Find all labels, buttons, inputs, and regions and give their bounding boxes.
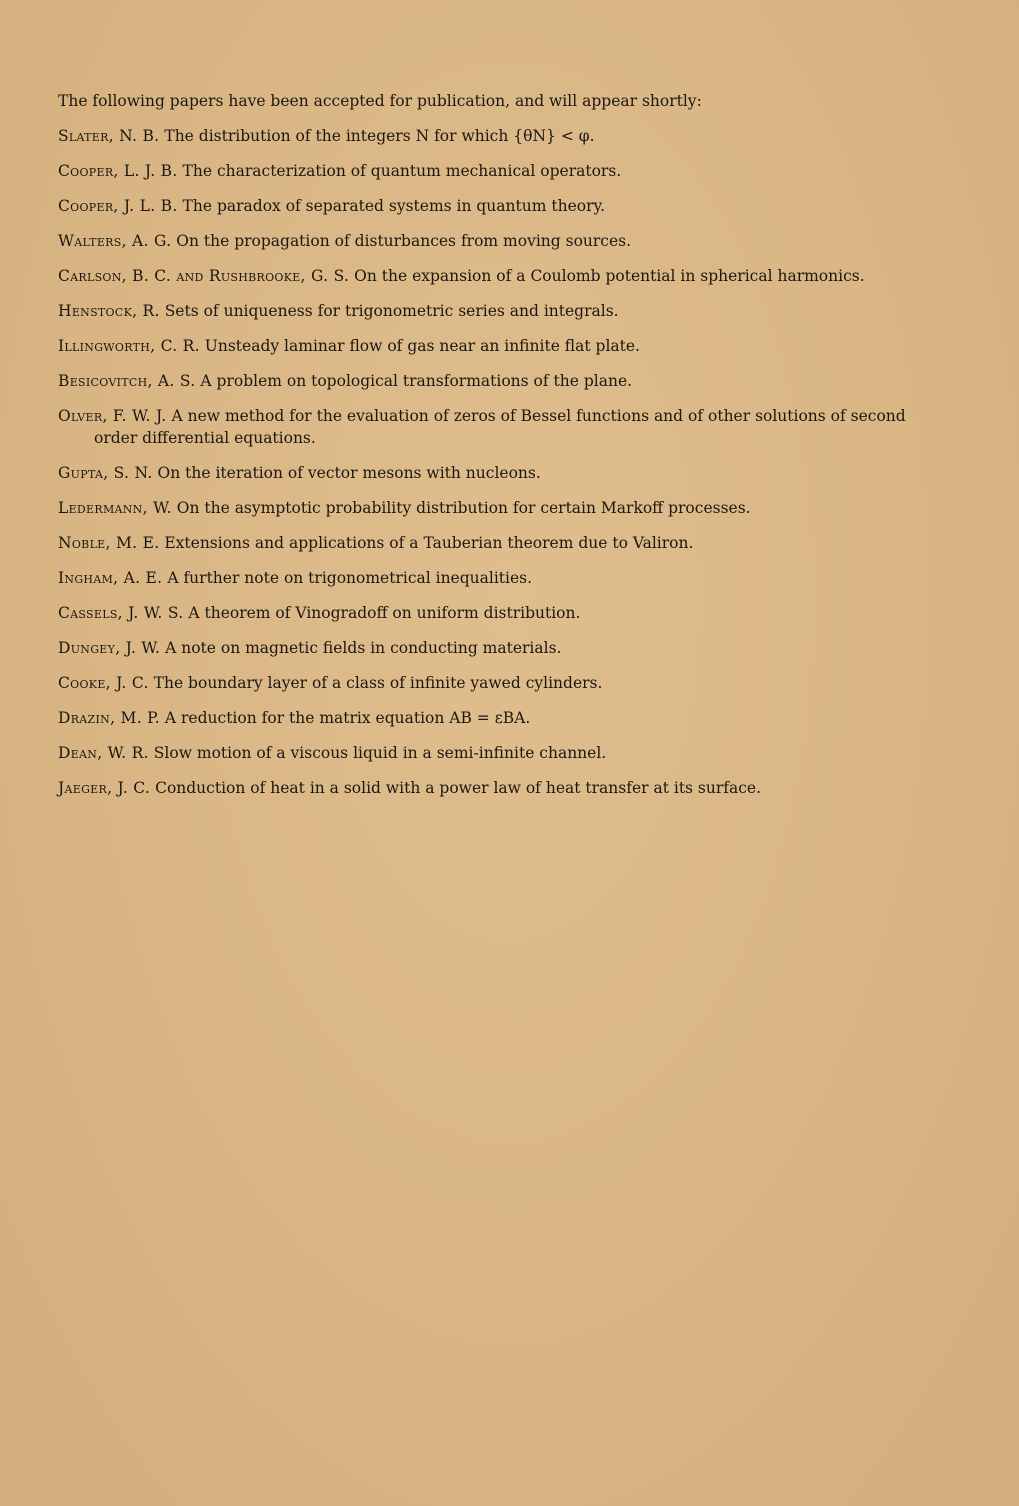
- list-item: [58, 195, 938, 217]
- entry-title: A reduction for the matrix equation AB = εBA.: [164, 709, 531, 727]
- entry-author: Gupta, S. N.: [58, 464, 153, 482]
- entry-author: Henstock, R.: [58, 302, 160, 320]
- list-item: [58, 335, 938, 357]
- list-item: [58, 532, 938, 554]
- entry-title: The boundary layer of a class of infinite yawed cylinders.: [153, 674, 603, 692]
- entry-title: A theorem of Vinogradoff on uniform distribution.: [188, 604, 581, 622]
- list-item: [58, 230, 938, 252]
- list-item: [58, 567, 938, 589]
- list-item: [58, 637, 938, 659]
- list-item: [58, 462, 938, 484]
- entry-title: On the asymptotic probability distribution for certain Markoff processes.: [176, 499, 751, 517]
- entry-title: The distribution of the integers N for which {θN} < φ.: [164, 127, 595, 145]
- list-item: [58, 602, 938, 624]
- entry-author: Noble, M. E.: [58, 534, 160, 552]
- entry-author: Ledermann, W.: [58, 499, 172, 517]
- list-item: [58, 370, 938, 392]
- entry-title: Sets of uniqueness for trigonometric series and integrals.: [164, 302, 619, 320]
- entry-title: A new method for the evaluation of zeros of Bessel functions and of other solutions of second order differential equations.: [94, 407, 906, 447]
- entry-author: Slater, N. B.: [58, 127, 160, 145]
- entry-title: On the propagation of disturbances from moving sources.: [176, 232, 632, 250]
- list-item: [58, 707, 938, 729]
- entry-title: Extensions and applications of a Tauberian theorem due to Valiron.: [164, 534, 694, 552]
- list-item: [58, 300, 938, 322]
- entry-author: Carlson, B. C. and Rushbrooke, G. S.: [58, 267, 350, 285]
- entry-author: Cooper, L. J. B.: [58, 162, 178, 180]
- list-item: [58, 497, 938, 519]
- accepted-papers-list: [58, 90, 938, 812]
- entry-author: Cooper, J. L. B.: [58, 197, 178, 215]
- entry-author: Besicovitch, A. S.: [58, 372, 196, 390]
- entry-title: Conduction of heat in a solid with a power law of heat transfer at its surface.: [155, 779, 762, 797]
- entry-author: Drazin, M. P.: [58, 709, 160, 727]
- entry-author: Jaeger, J. C.: [58, 779, 151, 797]
- entry-author: Cooke, J. C.: [58, 674, 149, 692]
- entry-title: The characterization of quantum mechanical operators.: [182, 162, 622, 180]
- entry-title: Unsteady laminar flow of gas near an infinite flat plate.: [204, 337, 640, 355]
- list-item: [58, 777, 938, 799]
- entry-author: Ingham, A. E.: [58, 569, 163, 587]
- entry-title: A problem on topological transformations of the plane.: [200, 372, 633, 390]
- entry-author: Cassels, J. W. S.: [58, 604, 184, 622]
- entry-title: A note on magnetic fields in conducting materials.: [165, 639, 562, 657]
- list-item: [58, 742, 938, 764]
- list-item: [58, 160, 938, 182]
- entry-title: The paradox of separated systems in quantum theory.: [182, 197, 606, 215]
- entry-author: Illingworth, C. R.: [58, 337, 200, 355]
- intro-text: The following papers have been accepted for publication, and will appear shortly:: [58, 92, 702, 110]
- entry-title: Slow motion of a viscous liquid in a semi-infinite channel.: [153, 744, 607, 762]
- entry-author: Dungey, J. W.: [58, 639, 161, 657]
- entry-author: Walters, A. G.: [58, 232, 172, 250]
- entry-title: A further note on trigonometrical inequalities.: [167, 569, 533, 587]
- list-item: [58, 265, 938, 287]
- entry-title: On the iteration of vector mesons with nucleons.: [157, 464, 541, 482]
- list-item: [58, 405, 938, 449]
- entry-title: On the expansion of a Coulomb potential in spherical harmonics.: [354, 267, 865, 285]
- entry-author: Olver, F. W. J.: [58, 407, 167, 425]
- list-item: [58, 672, 938, 694]
- list-item: [58, 125, 938, 147]
- entry-author: Dean, W. R.: [58, 744, 149, 762]
